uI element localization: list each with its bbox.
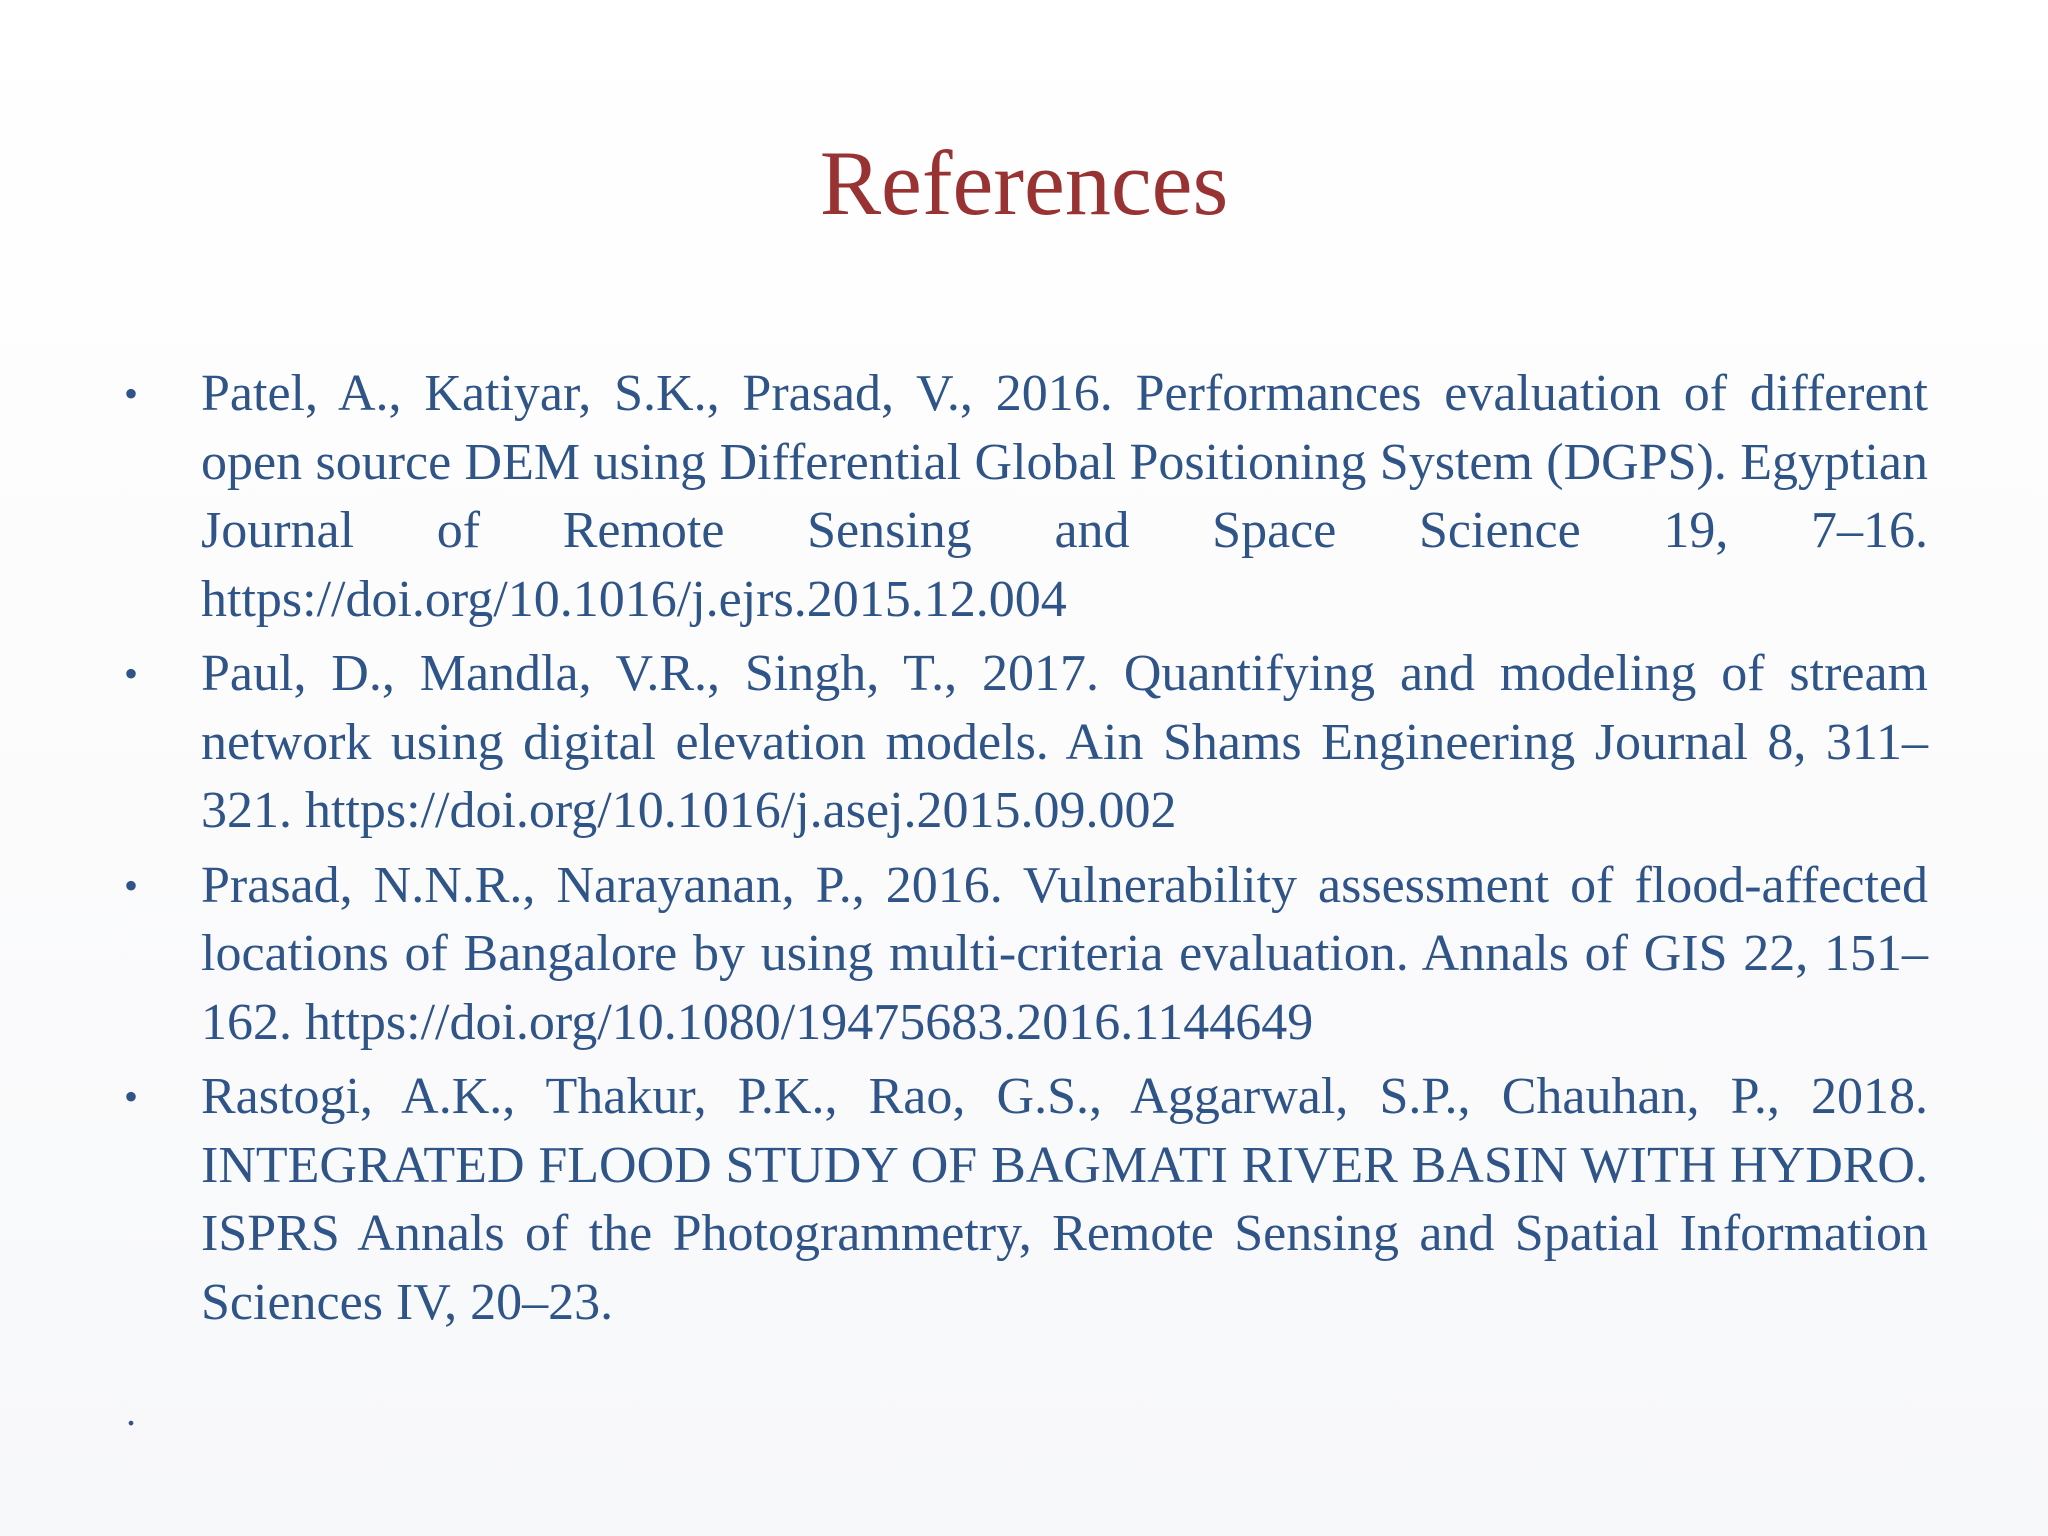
slide-title: References bbox=[819, 132, 1229, 234]
reference-item bbox=[118, 640, 1928, 846]
bullet-icon: • bbox=[124, 371, 139, 416]
reference-item bbox=[118, 360, 1928, 634]
reference-text: Rastogi, A.K., Thakur, P.K., Rao, G.S., Aggarwal, S.P., Chauhan, P., 2018. INTEGRATED FLOOD STUDY OF BAGMATI RIVER BASIN WITH HYDRO. ISPRS Annals of the Photogrammetry, Remote Sensing and Spatial Information Sciences IV, 20–23. bbox=[201, 1068, 1928, 1331]
reference-text: Paul, D., Mandla, V.R., Singh, T., 2017. Quantifying and modeling of stream network using digital elevation models. Ain Shams Engineering Journal 8, 311–321. https://doi.org/10.1016/j.asej.2015.09.002 bbox=[201, 645, 1928, 839]
bullet-icon: • bbox=[124, 862, 139, 908]
reference-text: Patel, A., Katiyar, S.K., Prasad, V., 2016. Performances evaluation of different open source DEM using Differential Global Positioning System (DGPS). Egyptian Journal of Remote Sensing and Space Science 19, 7–16. https://doi.org/10.1016/j.ejrs.2015.12.004 bbox=[201, 365, 1928, 628]
reference-item bbox=[118, 852, 1928, 1058]
reference-list bbox=[118, 360, 1928, 1343]
reference-item bbox=[118, 1063, 1928, 1337]
bullet-icon: • bbox=[124, 651, 139, 696]
reference-text: Prasad, N.N.R., Narayanan, P., 2016. Vulnerability assessment of flood-affected locations of Bangalore by using multi-criteria evaluation. Annals of GIS 22, 151–162. https://doi.org/10.1080/19475683.2016.1144649 bbox=[201, 856, 1928, 1051]
bullet-icon: • bbox=[124, 1074, 139, 1119]
trailing-period: . bbox=[126, 1389, 136, 1434]
